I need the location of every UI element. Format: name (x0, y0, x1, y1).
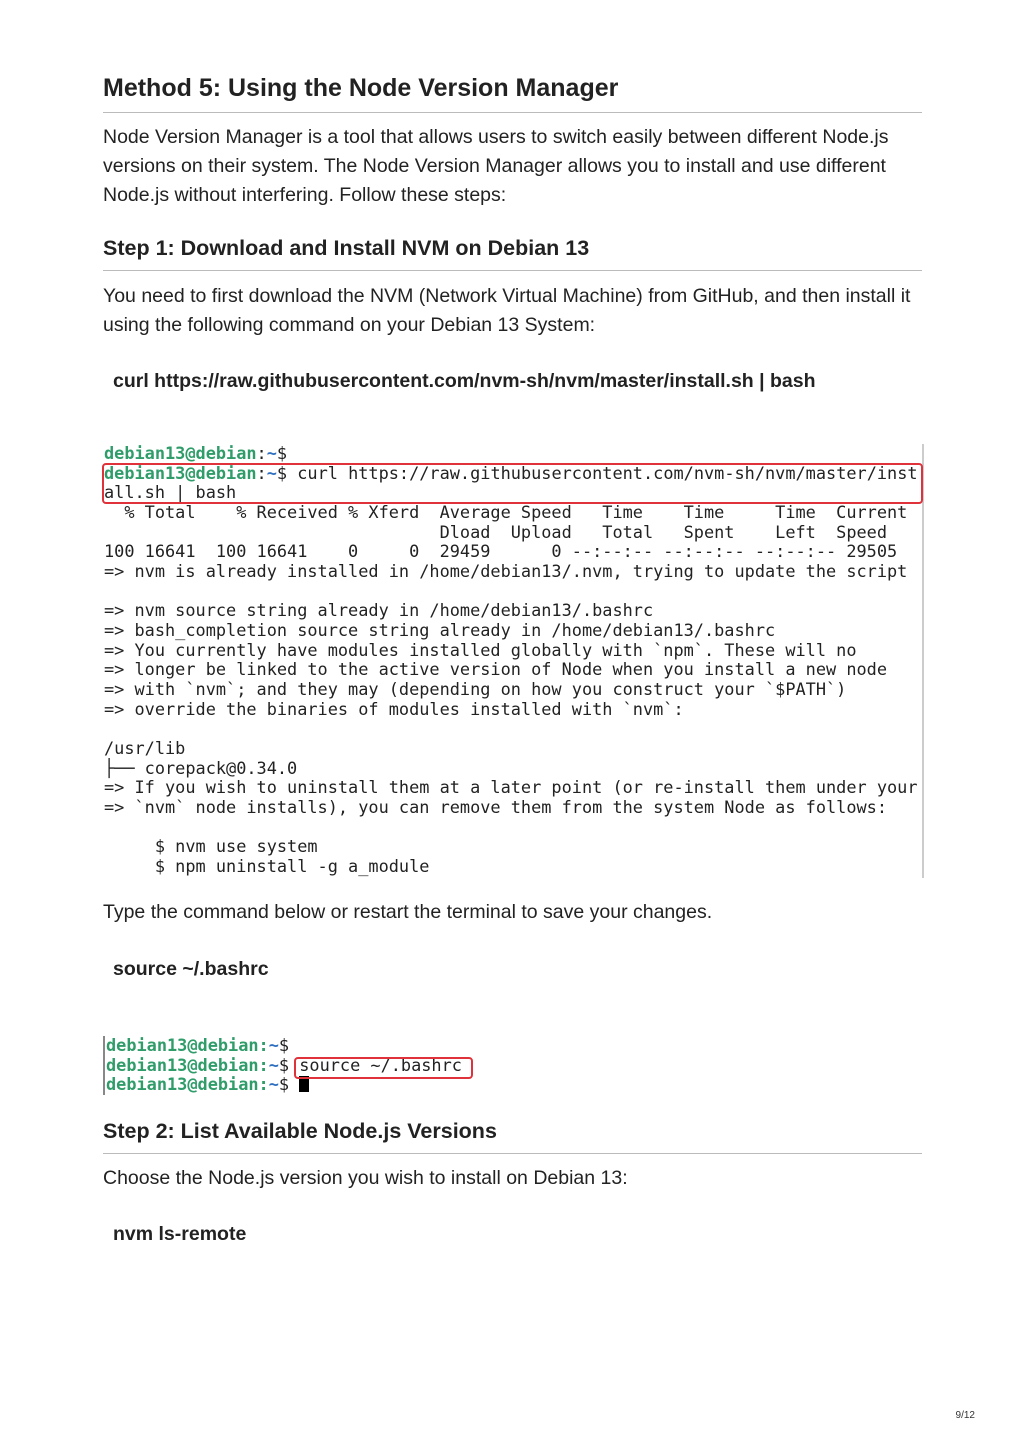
highlight-box (102, 463, 923, 504)
page-number: 9/12 (955, 1410, 975, 1421)
divider (103, 1153, 922, 1154)
divider (103, 112, 922, 113)
step2-heading: Step 2: List Available Node.js Versions (103, 1119, 497, 1143)
divider (103, 270, 922, 271)
ls-remote-command: nvm ls-remote (113, 1223, 247, 1245)
after-paragraph: Type the command below or restart the terminal to save your changes. (103, 901, 713, 923)
step2-paragraph: Choose the Node.js version you wish to install on Debian 13: (103, 1167, 628, 1189)
terminal-screenshot-install: debian13@debian:~$ debian13@debian:~$ curl https://raw.githubusercontent.com/nvm-sh/nvm/master/inst all.sh | bash % Total % Received % Xferd Average Speed Time Time Time Current Dload Upload Total Spent Left Speed 100 16641 100 16641 0 0 29459 0 --:--:-- --:--:-- --:--:-- 29505 => nvm is already installed in /home/debian13/.nvm, trying to update the script => nvm source string already in /home/debian13/.bashrc => bash_completion source string already in /home/debian13/.bashrc => You currently have modules installed globally with `npm`. These will no => longer be linked to the active version of Node when you install a new node => with `nvm`; and they may (depending on how you construct your `$PATH`) => override the binaries of modules installed with `nvm`: /usr/lib ├── corepack@0.34.0 => If you wish to uninstall them at a later point (or re-install them under your => `nvm` node installs), you can remove them from the system Node as follows: $ nvm use system $ npm uninstall -g a_module (104, 444, 924, 878)
install-command: curl https://raw.githubusercontent.com/nvm-sh/nvm/master/install.sh | bash (113, 370, 816, 392)
terminal-output: % Total % Received % Xferd Average Speed Time Time Time Current Dload Upload Total Spent Left Speed 100 16641 100 16641 0 0 29459 0 --:--:-- --:--:-- --:--:-- 29505 => nvm is already installed in /home/debian13/.nvm, trying to update the script => nvm source string already in /home/debian13/.bashrc => bash_completion source string already in /home/debian13/.bashrc => You currently have modules installed globally with `npm`. These will no => longer be linked to the active version of Node when you install a new node => with `nvm`; and they may (depending on how you construct your `$PATH`) => override the binaries of modules installed with `nvm`: /usr/lib ├── corepack@0.34.0 => If you wish to uninstall them at a later point (or re-install them under your => `nvm` node installs), you can remove them from the system Node as follows: $ nvm use system $ npm uninstall -g a_module (104, 501, 918, 876)
intro-paragraph: Node Version Manager is a tool that allows users to switch easily between different Node.js versions on their system. The Node Version Manager allows you to install and use different Node.js without interfering. Follow these steps: (103, 126, 889, 206)
source-command: source ~/.bashrc (113, 958, 269, 980)
step1-paragraph: You need to first download the NVM (Network Virtual Machine) from GitHub, and then install it using the following command on your Debian 13 System: (103, 285, 911, 336)
terminal-screenshot-source: debian13@debian:~$ debian13@debian:~$ source ~/.bashrc debian13@debian:~$ (103, 1036, 462, 1095)
section-heading: Method 5: Using the Node Version Manager (103, 74, 619, 102)
highlight-box (294, 1057, 473, 1079)
step1-heading: Step 1: Download and Install NVM on Debian 13 (103, 236, 590, 260)
